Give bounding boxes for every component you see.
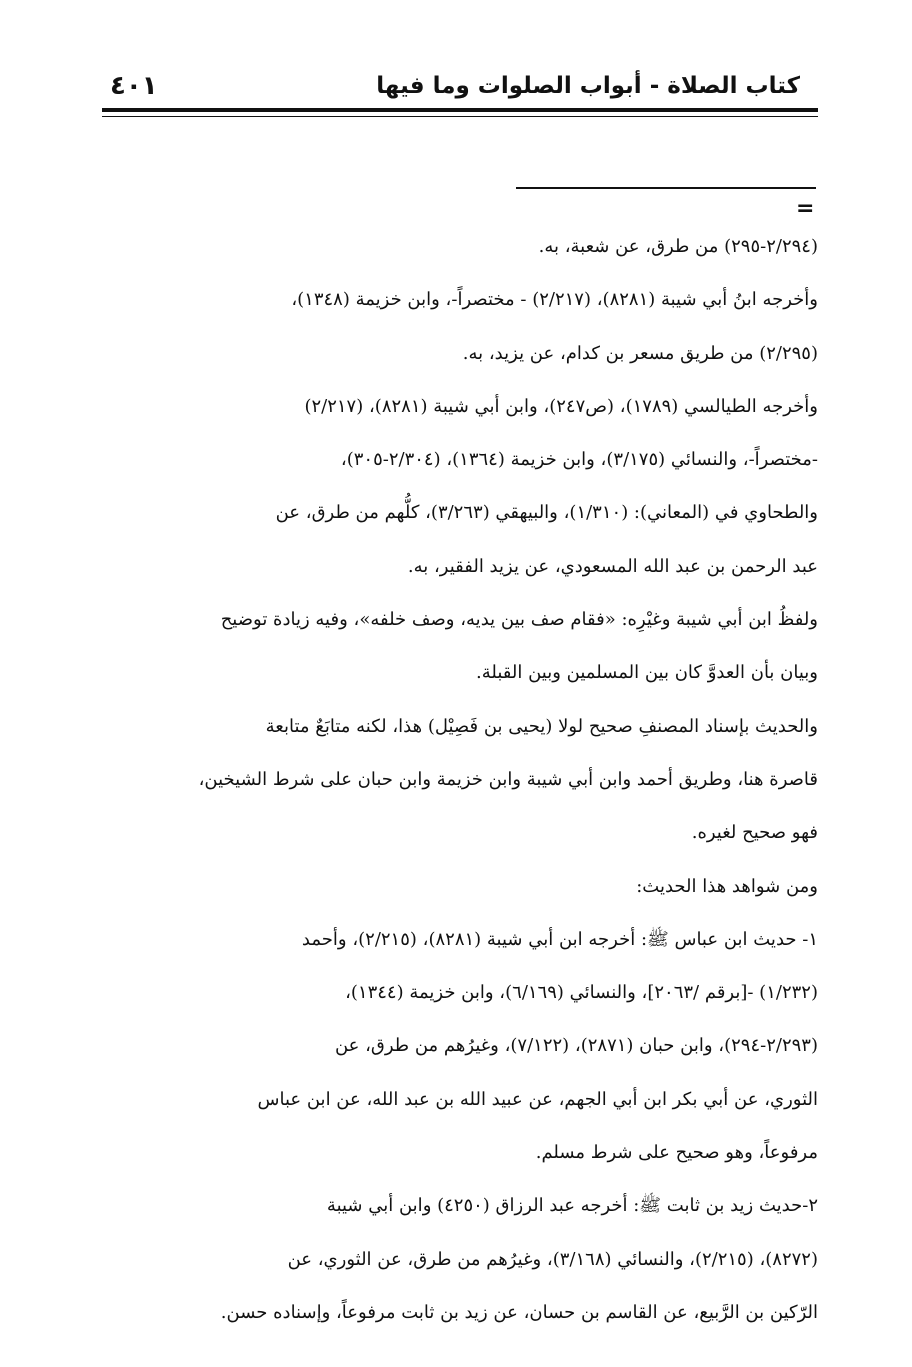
footnote-continuation-mark: = <box>796 196 815 221</box>
footnote-line: (١/٢٣٢) -[برقم /٢٠٦٣]، والنسائي (٦/١٦٩)، وابن خزيمة (١٣٤٤)، <box>345 982 818 1004</box>
footnote-line: والحديث بإسناد المصنفِ صحيح لولا (يحيى بن فَصِيْل) هذا، لكنه متابَعٌ متابعة <box>265 715 818 737</box>
footnote-line: وأخرجه الطيالسي (١٧٨٩)، (ص٢٤٧)، وابن أبي شيبة (٨٢٨١)، (٢/٢١٧) <box>304 395 818 417</box>
footnote-line: ومن شواهد هذا الحديث: <box>636 875 818 897</box>
header-rule-thick <box>102 108 818 112</box>
footnote-line: وبيان بأن العدوَّ كان بين المسلمين وبين القبلة. <box>476 662 818 684</box>
running-title: كتاب الصلاة - أبواب الصلوات وما فيها <box>376 73 800 99</box>
footnote-line: ولفظُ ابن أبي شيبة وغيْرِه: «فقام صف بين يديه، وصف خلفه»، وفيه زيادة توضيح <box>220 609 818 631</box>
footnote-line: الثوري، عن أبي بكر ابن أبي الجهم، عن عبيد الله بن عبد الله، عن ابن عباس <box>257 1088 818 1110</box>
page-header <box>104 66 816 106</box>
footnote-line: الرّكين بن الرَّبيع، عن القاسم بن حسان، عن زيد بن ثابت مرفوعاً، وإسناده حسن. <box>220 1301 818 1323</box>
footnote-line: وأخرجه ابنُ أبي شيبة (٨٢٨١)، (٢/٢١٧) - مختصراً-، وابن خزيمة (١٣٤٨)، <box>291 289 818 311</box>
footnote-line: مرفوعاً، وهو صحيح على شرط مسلم. <box>535 1142 818 1164</box>
footnote-line: (٢/٢٩٣-٢٩٤)، وابن حبان (٢٨٧١)، (٧/١٢٢)، وغيرُهم من طرق، عن <box>334 1035 818 1057</box>
page-number: ٤٠١ <box>110 71 158 101</box>
footnote-line: -مختصراً-، والنسائي (٣/١٧٥)، وابن خزيمة (١٣٦٤)، (٢/٣٠٤-٣٠٥)، <box>340 449 818 471</box>
footnote-separator <box>516 187 816 189</box>
footnote-line: قاصرة هنا، وطريق أحمد وابن أبي شيبة وابن خزيمة وابن حبان على شرط الشيخين، <box>198 768 818 790</box>
footnote-line: (٨٢٧٢)، (٢/٢١٥)، والنسائي (٣/١٦٨)، وغيرُهم من طرق، عن الثوري، عن <box>287 1248 818 1270</box>
footnote-text-block <box>104 220 818 1339</box>
footnote-line: ٢-حديث زيد بن ثابت ﷺ: أخرجه عبد الرزاق (٤٢٥٠) وابن أبي شيبة <box>326 1195 818 1217</box>
footnote-line: ١- حديث ابن عباس ﷺ: أخرجه ابن أبي شيبة (٨٢٨١)، (٢/٢١٥)، وأحمد <box>301 928 818 950</box>
footnote-line: والطحاوي في (المعاني): (١/٣١٠)، والبيهقي (٣/٢٦٣)، كلُّهم من طرق، عن <box>275 502 818 524</box>
footnote-line: (٢/٢٩٥) من طريق مسعر بن كدام، عن يزيد، به. <box>462 342 818 364</box>
header-rule-thin <box>102 116 818 117</box>
footnote-line: (٢/٢٩٤-٢٩٥) من طرق، عن شعبة، به. <box>538 236 818 257</box>
footnote-line: عبد الرحمن بن عبد الله المسعودي، عن يزيد الفقير، به. <box>407 555 818 577</box>
footnote-line: فهو صحيح لغيره. <box>691 822 818 844</box>
